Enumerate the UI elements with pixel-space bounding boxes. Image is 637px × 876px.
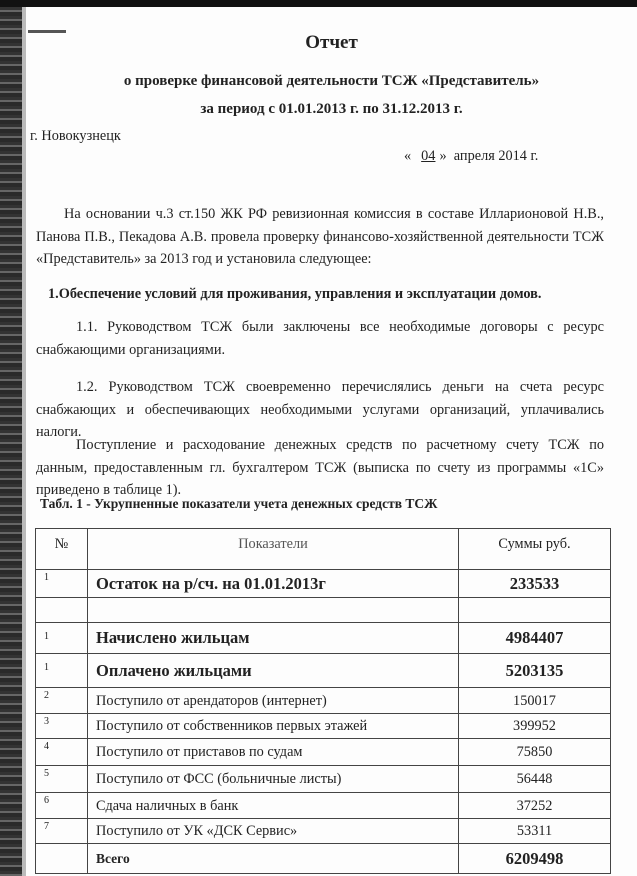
- document-date: [404, 148, 538, 165]
- date-month-year: апреля 2014 г.: [453, 148, 539, 164]
- row-number: 1: [36, 570, 88, 598]
- paragraph-intro: На основании ч.3 ст.150 ЖК РФ ревизионная комиссия в составе Илларионовой Н.В., Панова П.В., Пекадова А.В. провела проверку финансово-хозяйственной деятельности ТСЖ «Представитель» за 2013 год и установила следующее:: [36, 206, 604, 267]
- row-value: 5203135: [459, 654, 611, 688]
- row-label: Поступило от ФСС (больничные листы): [88, 766, 459, 793]
- table-row: [36, 819, 611, 844]
- row-value: 399952: [459, 714, 611, 739]
- table-row: [36, 688, 611, 714]
- row-value: 150017: [459, 688, 611, 714]
- row-number: 7: [36, 819, 88, 844]
- table-row: [36, 739, 611, 766]
- row-value: 75850: [459, 739, 611, 766]
- table-row: [36, 714, 611, 739]
- document-title: Отчет: [305, 32, 358, 53]
- table-row: [36, 793, 611, 819]
- row-value: 56448: [459, 766, 611, 793]
- paragraph-1-1: 1.1. Руководством ТСЖ были заключены все необходимые договоры с ресурс снабжающими организациями.: [36, 319, 604, 358]
- binding-edge: [0, 7, 22, 876]
- row-label: Оплачено жильцами: [88, 654, 459, 688]
- section-heading: 1.Обеспечение условий для проживания, управления и эксплуатации домов.: [48, 286, 542, 302]
- row-label: Поступило от арендаторов (интернет): [88, 688, 459, 714]
- row-number: 6: [36, 793, 88, 819]
- paragraph-1-2: 1.2. Руководством ТСЖ своевременно перечислялись деньги на счета ресурс снабжающих и обеспечивающих необходимыми услугами организаций, уплачивались налоги.: [36, 379, 604, 440]
- row-label: Начислено жильцам: [88, 623, 459, 654]
- row-number: 1: [36, 654, 88, 688]
- row-value: 37252: [459, 793, 611, 819]
- document-period: за период с 01.01.2013 г. по 31.12.2013 г.: [200, 101, 463, 117]
- cash-indicators-table: [35, 528, 611, 874]
- paragraph-cashflow: Поступление и расходование денежных средств по расчетному счету ТСЖ по данным, предоставленным гл. бухгалтером ТСЖ (выписка по счету из программы «1С» приведено в таблице 1).: [36, 437, 604, 498]
- table-header-row: [36, 529, 611, 570]
- row-number: 1: [36, 623, 88, 654]
- row-number: 3: [36, 714, 88, 739]
- row-label: Остаток на р/сч. на 01.01.2013г: [88, 570, 459, 598]
- date-quote: «: [404, 148, 412, 164]
- document-subtitle: о проверке финансовой деятельности ТСЖ «Представитель»: [123, 73, 540, 89]
- row-label: Поступило от приставов по судам: [88, 739, 459, 766]
- table-row: [36, 766, 611, 793]
- table-caption: Табл. 1 - Укрупненные показатели учета денежных средств ТСЖ: [40, 496, 438, 511]
- row-number: 5: [36, 766, 88, 793]
- row-number: 2: [36, 688, 88, 714]
- row-value: 233533: [459, 570, 611, 598]
- table-row-total: [36, 844, 611, 874]
- header-sums: Суммы руб.: [459, 529, 611, 570]
- city: г. Новокузнецк: [30, 128, 121, 144]
- row-label: Всего: [88, 844, 459, 874]
- row-value: 6209498: [459, 844, 611, 874]
- row-value: [459, 598, 611, 623]
- table-row-empty: [36, 598, 611, 623]
- row-number: [36, 598, 88, 623]
- table-row: [36, 623, 611, 654]
- row-value: 4984407: [459, 623, 611, 654]
- row-number: 4: [36, 739, 88, 766]
- date-day: 04: [421, 148, 436, 164]
- row-label: [88, 598, 459, 623]
- scan-border: [0, 0, 637, 7]
- binding-shadow: [22, 7, 26, 876]
- header-indicators: Показатели: [88, 529, 459, 570]
- row-number: [36, 844, 88, 874]
- header-number: №: [36, 529, 88, 570]
- row-label: Поступило от УК «ДСК Сервис»: [88, 819, 459, 844]
- row-label: Сдача наличных в банк: [88, 793, 459, 819]
- row-label: Поступило от собственников первых этажей: [88, 714, 459, 739]
- table-row: [36, 654, 611, 688]
- row-value: 53311: [459, 819, 611, 844]
- date-quote: »: [439, 148, 447, 164]
- table-row: [36, 570, 611, 598]
